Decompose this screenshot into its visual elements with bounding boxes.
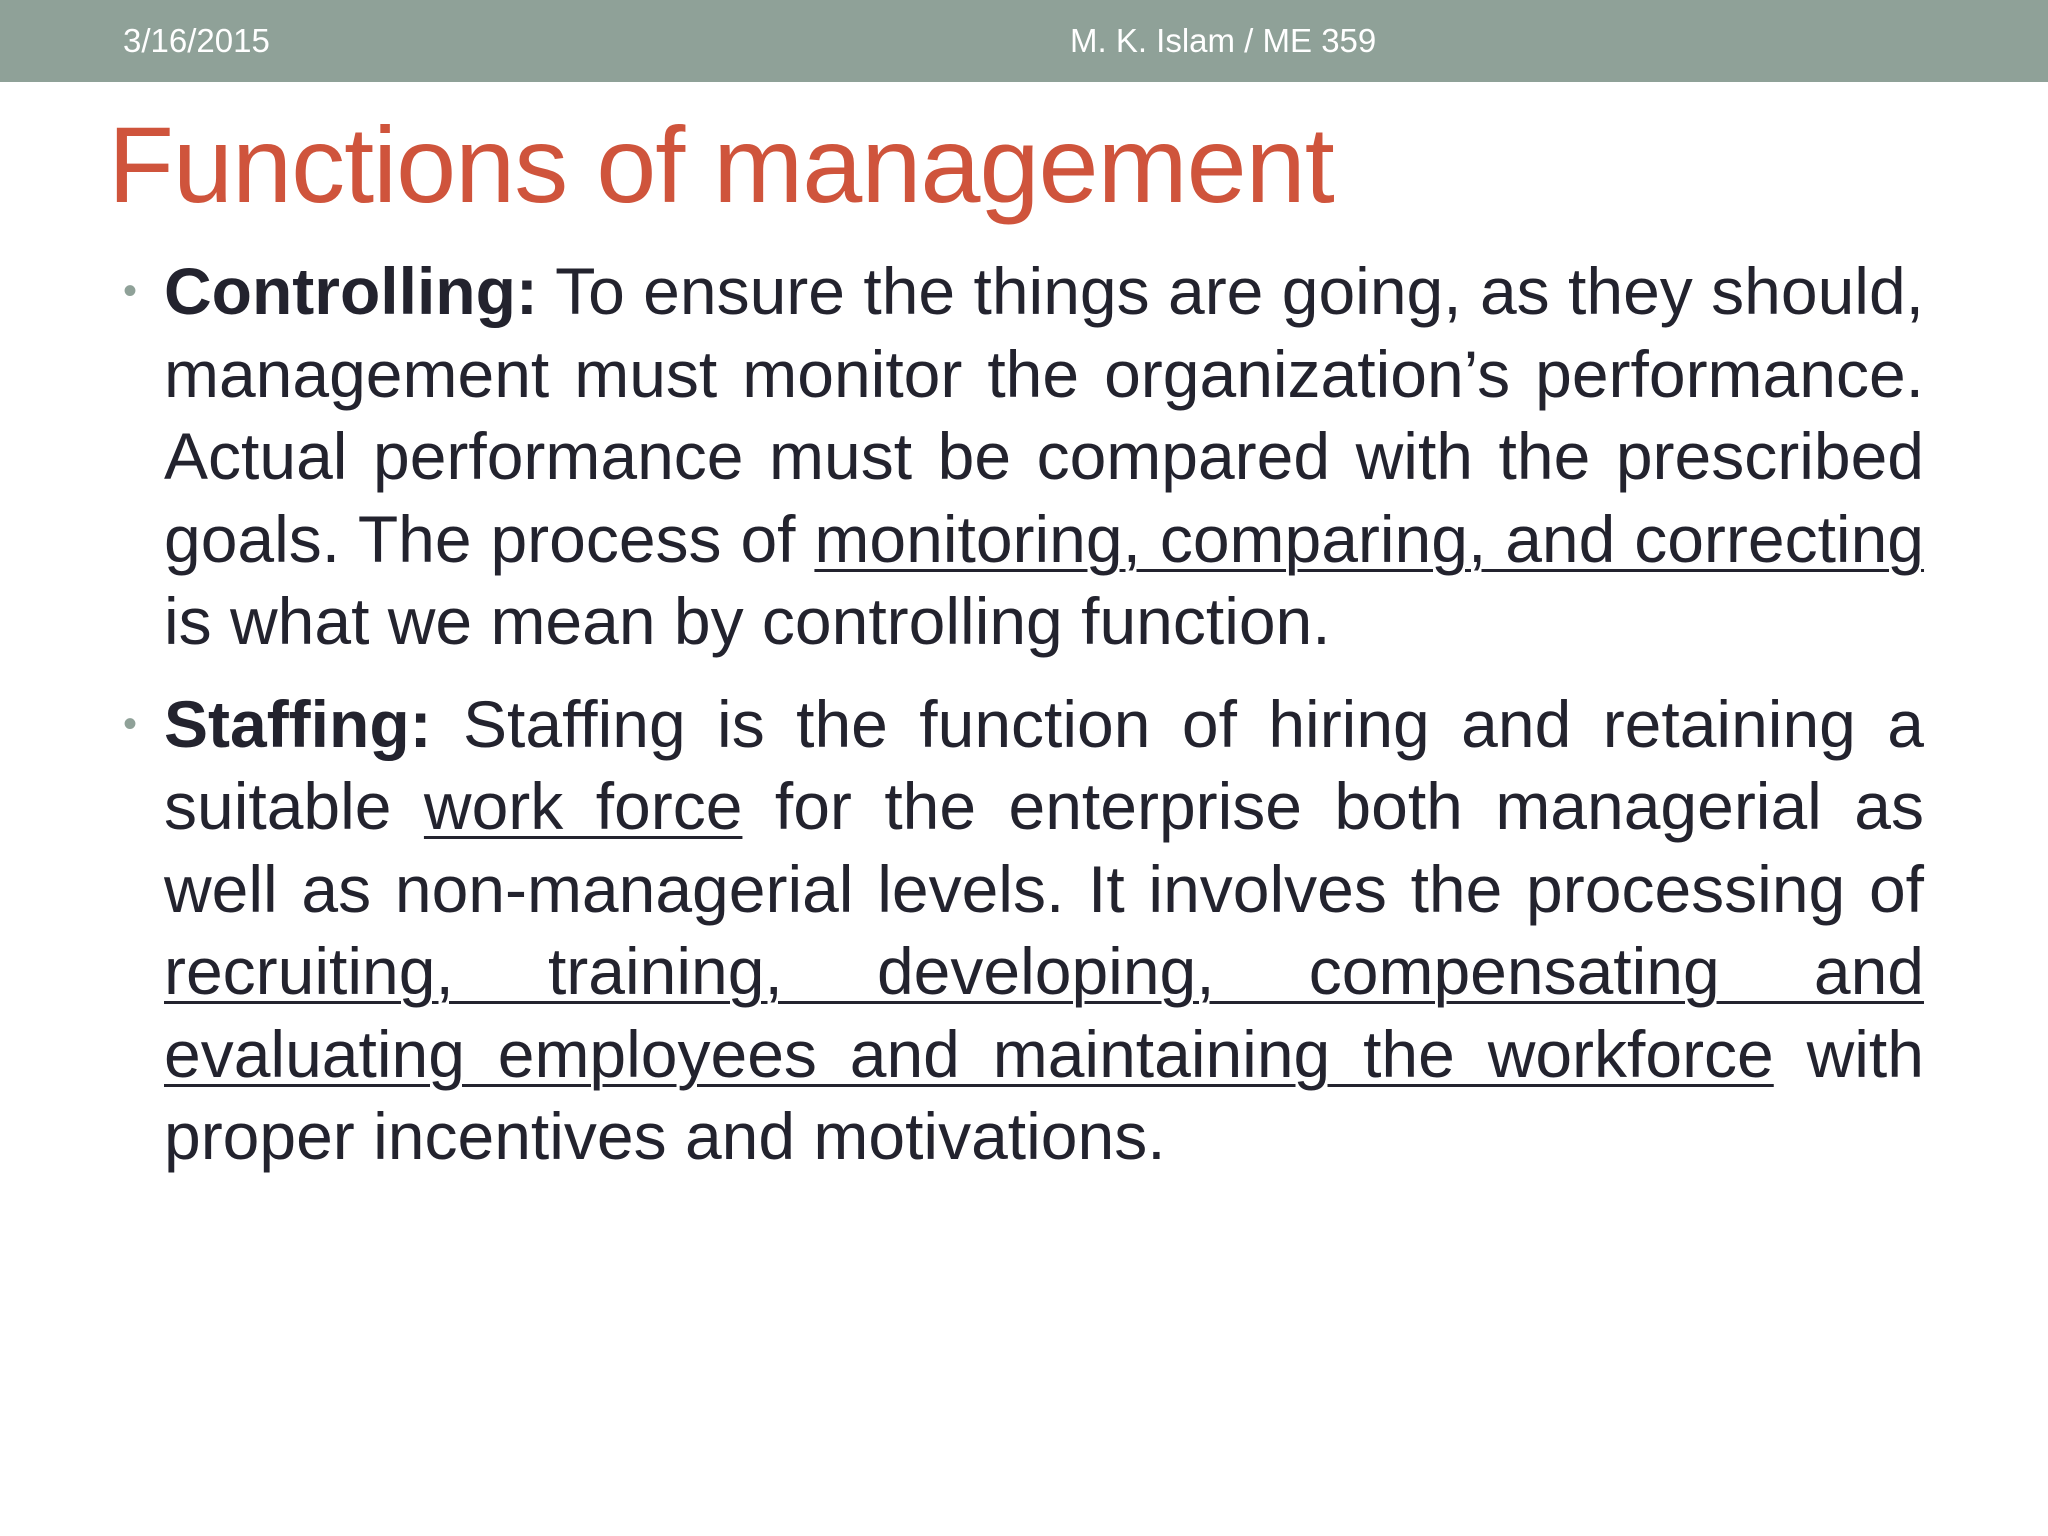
slide-date: 3/16/2015 [123,22,270,59]
bullet-staffing [118,683,1924,1178]
underlined-phrase: work force [423,769,743,843]
slide-footer-text: M. K. Islam / ME 359 [1070,22,1377,59]
bullet-term: Controlling: [164,254,538,328]
bullet-dot-icon: • [123,269,138,313]
bullet-dot-icon: • [123,701,138,746]
bullet-text: is what we mean by controlling function. [164,584,1331,658]
bullet-text: To ensure the things are going, as they should, management must monitor the organization’s performance. Actual performance must be compared with the prescribed goals. The process of [164,254,1924,576]
slide-title: Functions of management [108,104,1334,225]
underlined-phrase: monitoring, comparing, and correcting [814,501,1925,576]
bullet-text: for the enterprise both managerial as well as non-managerial levels. It involves the processing of [164,769,1924,926]
header-bar [0,0,2048,82]
bullet-controlling [118,250,1924,663]
bullet-list [118,250,1924,1198]
bullet-text: with proper incentives and motivations. [164,1016,1924,1173]
bullet-text: Staffing is the function of hiring and retaining a suitable [164,686,1924,843]
bullet-term: Staffing: [164,686,432,761]
underlined-phrase: recruiting, training, developing, compensating and evaluating employees and maintaining the workforce [164,934,1924,1091]
